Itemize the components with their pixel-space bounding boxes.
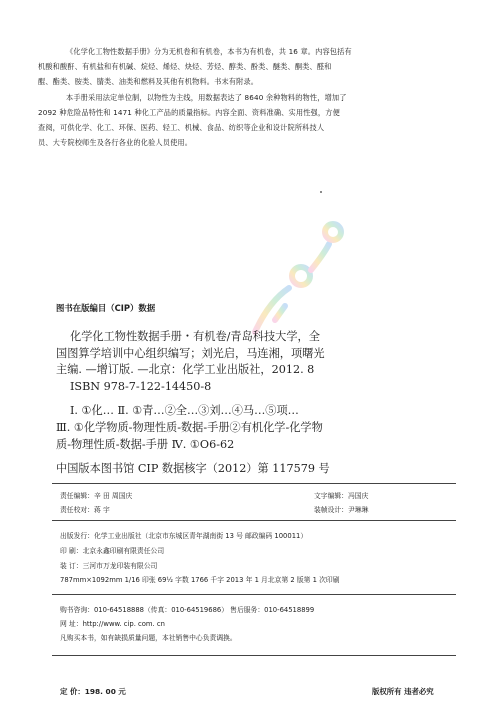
editor-label: 责任校对： — [60, 506, 94, 514]
return-notice: 凡购买本书，如有缺损质量问题，本社销售中心负责调换。 — [60, 634, 237, 642]
editor-label: 责任编辑： — [60, 492, 94, 500]
website-link[interactable]: http://www. cip. com. cn — [82, 620, 165, 628]
text-editor-row — [314, 490, 368, 500]
editor-value: 辛 田 周国庆 — [93, 492, 133, 500]
editor-value: 尹琳琳 — [347, 506, 369, 514]
binder-row — [60, 560, 157, 570]
intro-line: 醌、酯类、胺类、腈类、油类和燃料及其他有机物料。书末有附录。 — [38, 77, 259, 87]
print-specs: 787mm×1092mm 1/16 印张 69½ 字数 1766 千字 2013 年 1 月北京第 2 版第 1 次印刷 — [60, 576, 340, 584]
intro-line: 员、大专院校师生及各行各业的化验人员使用。 — [38, 138, 193, 148]
publish-label: 印 刷： — [60, 547, 83, 555]
editor-value: 冯国庆 — [347, 492, 369, 500]
editor-value: 蒋 宇 — [93, 506, 110, 514]
cip-line: 国图算学培训中心组织编写；刘光启，马连湘，项曙光 — [56, 346, 325, 360]
publisher-row — [60, 530, 307, 540]
editor-row — [60, 490, 132, 500]
website-label: 网 址： — [60, 620, 83, 628]
editor-label: 装帧设计： — [314, 506, 348, 514]
price-value: 198. 00 元 — [84, 687, 126, 696]
watermark-graphic — [245, 210, 353, 340]
classification-line: Ⅲ. ①化学物质-物理性质-数据-手册②有机化学-化学物 — [56, 420, 323, 434]
stray-dot — [320, 191, 322, 193]
price-label: 定 价： — [60, 687, 85, 696]
intro-line: 本手册采用法定单位制，以物性为主线，用数据表达了 8640 余种物料的物性，增加了 — [66, 92, 347, 102]
printer-row — [60, 545, 164, 555]
publish-value: 化学工业出版社（北京市东城区青年湖南街 13 号 邮政编码 100011） — [93, 532, 308, 540]
book-introduction — [38, 44, 456, 150]
intro-line: 2092 种危险品特性和 1471 种化工产品的质量指标。内容全面、资料准确、实用性强，方便 — [38, 107, 340, 117]
website-row — [60, 618, 165, 628]
contact-phone: 购书咨询：010-64518888（传真：010-64519686） 售后服务：010-64518899 — [60, 606, 315, 614]
divider — [52, 483, 456, 484]
publish-label: 出版发行： — [60, 532, 94, 540]
intro-paragraph-2 — [38, 90, 456, 151]
intro-line: 机酸和酸酐、有机盐和有机碱、烷烃、烯烃、炔烃、芳烃、醇类、酚类、醚类、酮类、醛和 — [38, 62, 332, 72]
cip-line: 主编. —增订版. —北京：化学工业出版社，2012. 8 — [56, 363, 315, 377]
publish-label: 装 订： — [60, 562, 83, 570]
divider — [52, 655, 456, 656]
cip-record — [56, 329, 460, 478]
divider — [52, 594, 456, 595]
copyright-notice: 版权所有 违者必究 — [372, 687, 434, 696]
isbn-line: ISBN 978-7-122-14450-8 — [70, 379, 212, 393]
divider — [52, 520, 456, 521]
price — [60, 686, 126, 697]
intro-line: 查阅，可供化学、化工、环保、医药、轻工、机械、食品、纺织等企业和设计院所科技人 — [38, 123, 325, 133]
publish-value: 三河市万龙印装有限公司 — [82, 562, 158, 570]
publish-value: 北京永鑫印刷有限责任公司 — [82, 547, 165, 555]
cip-heading: 图书在版编目（CIP）数据 — [56, 303, 156, 313]
intro-line: 《化学化工物性数据手册》分为无机卷和有机卷，本书为有机卷，共 16 章。内容包括有 — [66, 47, 352, 56]
intro-paragraph-1 — [38, 44, 456, 90]
cip-line: 化学化工物性数据手册・有机卷/青岛科技大学，全 — [70, 330, 320, 343]
cip-library-number: 中国版本图书馆 CIP 数据核字（2012）第 117579 号 — [56, 462, 330, 476]
proofreader-row — [60, 504, 110, 514]
designer-row — [314, 504, 368, 514]
classification-line: Ⅰ. ①化… Ⅱ. ①青…②全…③刘…④马…⑤项… — [70, 404, 299, 418]
classification-line: 质-物理性质-数据-手册 Ⅳ. ①O6-62 — [56, 437, 235, 451]
editor-label: 文字编辑： — [314, 492, 348, 500]
